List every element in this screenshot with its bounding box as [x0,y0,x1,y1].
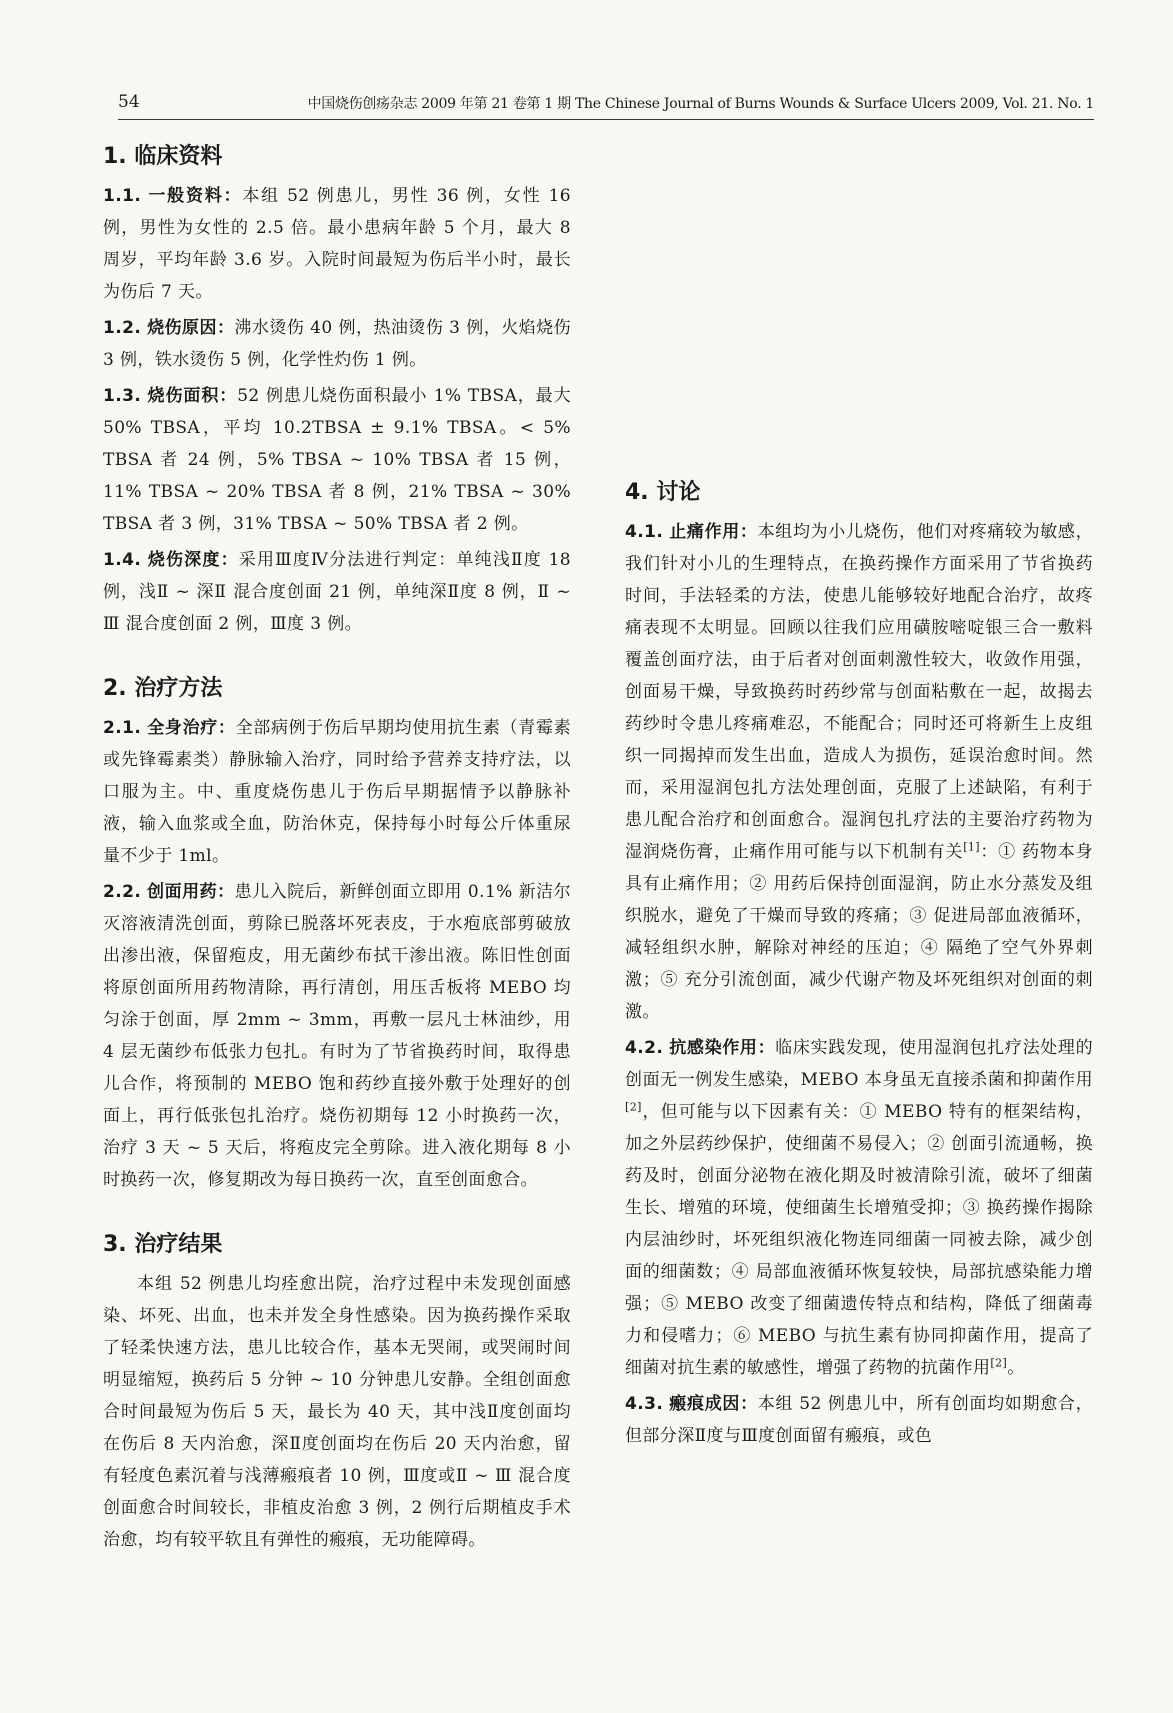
section-heading-treatment-method: 2. 治疗方法 [103,676,223,701]
running-header [118,92,1094,114]
paragraph-lead: 烧伤原因： [147,318,235,338]
paragraph-number: 1.2. [103,318,142,338]
journal-citation: 中国烧伤创疡杂志 2009 年第 21 卷第 1 期 The Chinese Journal of Burns Wounds & Surface Ulcers 2009, Vol. 21. No. 1 [307,96,1094,112]
left-column [103,140,571,1560]
paragraph-text: 本组 52 例患儿中，所有创面均如期愈合，但部分深Ⅱ度与Ⅲ度创面留有瘢痕，或色 [625,1394,1094,1446]
citation-ref: [2] [990,1356,1008,1370]
paragraph-text: 沸水烫伤 40 例，热油烫伤 3 例，火焰烧伤 3 例，铁水烫伤 5 例，化学性灼伤 1 例。 [103,318,572,370]
paragraph-number: 1.1. [103,186,142,206]
paragraph-burn-depth [103,544,571,640]
paragraph-lead: 全身治疗： [147,718,236,738]
paragraph-general-data [103,180,571,308]
paragraph-results: 本组 52 例患儿均痊愈出院，治疗过程中未发现创面感染、坏死、出血，也未并发全身性感染。因为换药操作采取了轻柔快速方法，患儿比较合作，基本无哭闹，或哭闹时间明显缩短，换药后 5 分钟 ~ 10 分钟患儿安静。全组创面愈合时间最短为伤后 5 天，最长为 40 天，其中浅Ⅱ度创面均在伤后 8 天内治愈，深Ⅱ度创面均在伤后 20 天内治愈，留有轻度色素沉着与浅薄瘢痕者 10 例，Ⅲ度或Ⅱ ~ Ⅲ 混合度创面愈合时间较长，非植皮治愈 3 例，2 例行后期植皮手术治愈，均有较平软且有弹性的瘢痕，无功能障碍。 [103,1274,571,1550]
paragraph-number: 1.4. [103,550,142,570]
citation-ref: [2] [625,1100,642,1114]
section-heading-discussion: 4. 讨论 [625,480,701,505]
paragraph-number: 1.3. [103,386,142,406]
paragraph-number: 2.1. [103,718,142,738]
paragraph-lead: 止痛作用： [669,522,758,542]
paragraph-lead: 一般资料： [148,186,243,206]
paragraph-text: 52 例患儿烧伤面积最小 1% TBSA，最大 50% TBSA，平均 10.2TBSA ± 9.1% TBSA。< 5% TBSA 者 24 例，5% TBSA ~ 10% TBSA 者 15 例，11% TBSA ~ 20% TBSA 者 8 例，21% TBSA ~ 30% TBSA 者 3 例，31% TBSA ~ 50% TBSA 者 2 例。 [103,386,571,534]
section-heading-treatment-results: 3. 治疗结果 [103,1232,223,1257]
paragraph-scar-cause [625,1388,1093,1452]
paragraph-number: 4.3. [625,1394,664,1414]
paragraph-text: 患儿入院后，新鲜创面立即用 0.1% 新洁尔灭溶液清洗创面，剪除已脱落坏死表皮，于水疱底部剪破放出渗出液，保留疱皮，用无菌纱布拭干渗出液。陈旧性创面将原创面所用药物清除，再行清创，用压舌板将 MEBO 均匀涂于创面，厚 2mm ~ 3mm，再敷一层凡士林油纱，用 4 层无菌纱布低张力包扎。有时为了节省换药时间，取得患儿合作，将预制的 MEBO 饱和药纱直接外敷于处理好的创面上，再行低张包扎治疗。烧伤初期每 12 小时换药一次，治疗 3 天 ~ 5 天后，将疱皮完全剪除。进入液化期每 8 小时换药一次，修复期改为每日换药一次，直至创面愈合。 [103,882,572,1190]
paragraph-text: ，但可能与以下因素有关：① MEBO 特有的框架结构，加之外层药纱保护，使细菌不易侵入；② 创面引流通畅，换药及时，创面分泌物在液化期及时被清除引流，破坏了细菌生长、增殖的环境，使细菌生长增殖受抑；③ 换药操作揭除内层油纱时，坏死组织液化物连同细菌一同被去除，减少创面的细菌数；④ 局部血液循环恢复较快，局部抗感染能力增强；⑤ MEBO 改变了细菌遗传特点和结构，降低了细菌毒力和侵嗜力；⑥ MEBO 与抗生素有协同抑菌作用，提高了细菌对抗生素的敏感性，增强了药物的抗菌作用 [625,1102,1093,1378]
paragraph-text: 。 [1007,1358,1025,1378]
citation-ref: [1] [963,840,980,854]
paragraph-number: 4.1. [625,522,664,542]
header-rule [118,119,1094,120]
paragraph-wound-medication [103,876,571,1196]
paragraph-lead: 烧伤面积： [147,386,238,406]
paragraph-number: 4.2. [625,1038,664,1058]
paragraph-text: 本组均为小儿烧伤，他们对疼痛较为敏感，我们针对小儿的生理特点，在换药操作方面采用了节省换药时间，手法轻柔的方法，使患儿能够较好地配合治疗，故疼痛表现不太明显。回顾以往我们应用磺胺嘧啶银三合一敷料覆盖创面疗法，由于后者对创面刺激性较大，收敛作用强，创面易干燥，导致换药时药纱常与创面粘敷在一起，故揭去药纱时令患儿疼痛难忍，不能配合；同时还可将新生上皮组织一同揭掉而发生出血，造成人为损伤，延误治愈时间。然而，采用湿润包扎方法处理创面，克服了上述缺陷，有利于患儿配合治疗和创面愈合。湿润包扎疗法的主要治疗药物为湿润烧伤膏，止痛作用可能与以下机制有关 [625,522,1094,862]
section-spacer [103,644,571,672]
paragraph-lead: 瘢痕成因： [669,1394,758,1414]
paragraph-text: 临床实践发现，使用湿润包扎疗法处理的创面无一例发生感染，MEBO 本身虽无直接杀菌和抑菌作用 [625,1038,1093,1090]
paragraph-text: ：① 药物本身具有止痛作用；② 用药后保持创面湿润，防止水分蒸发及组织脱水，避免了干燥而导致的疼痛；③ 促进局部血液循环，减轻组织水肿，解除对神经的压迫；④ 隔绝了空气外界刺激；⑤ 充分引流创面，减少代谢产物及坏死组织对创面的刺激。 [625,842,1093,1022]
paragraph-text: 全部病例于伤后早期均使用抗生素（青霉素或先锋霉素类）静脉输入治疗，同时给予营养支持疗法，以口服为主。中、重度烧伤患儿于伤后早期据情予以静脉补液，输入血浆或全血，防治休克，保持每小时每公斤体重尿量不少于 1ml。 [103,718,572,866]
paragraph-lead: 创面用药： [147,882,235,902]
paragraph-text: 本组 52 例患儿，男性 36 例，女性 16 例，男性为女性的 2.5 倍。最小患病年龄 5 个月，最大 8 周岁，平均年龄 3.6 岁。入院时间最短为伤后半小时，最长为伤后 7 天。 [103,186,572,302]
paragraph-systemic-treatment [103,712,571,872]
paragraph-anti-infection [625,1032,1093,1384]
page-number: 54 [118,92,140,112]
paragraph-number: 2.2. [103,882,142,902]
paragraph-lead: 抗感染作用： [669,1038,776,1058]
paragraph-analgesic-effect [625,516,1093,1028]
section-spacer [103,1200,571,1228]
paragraph-text: 采用Ⅲ度Ⅳ分法进行判定：单纯浅Ⅱ度 18 例，浅Ⅱ ~ 深Ⅱ 混合度创面 21 例，单纯深Ⅱ度 8 例，Ⅱ ~ Ⅲ 混合度创面 2 例，Ⅲ度 3 例。 [103,550,572,634]
paragraph-burn-area [103,380,571,540]
section-heading-clinical-data: 1. 临床资料 [103,144,223,169]
paragraph-lead: 烧伤深度： [147,550,239,570]
right-column [625,476,1093,1456]
paragraph-burn-cause [103,312,571,376]
